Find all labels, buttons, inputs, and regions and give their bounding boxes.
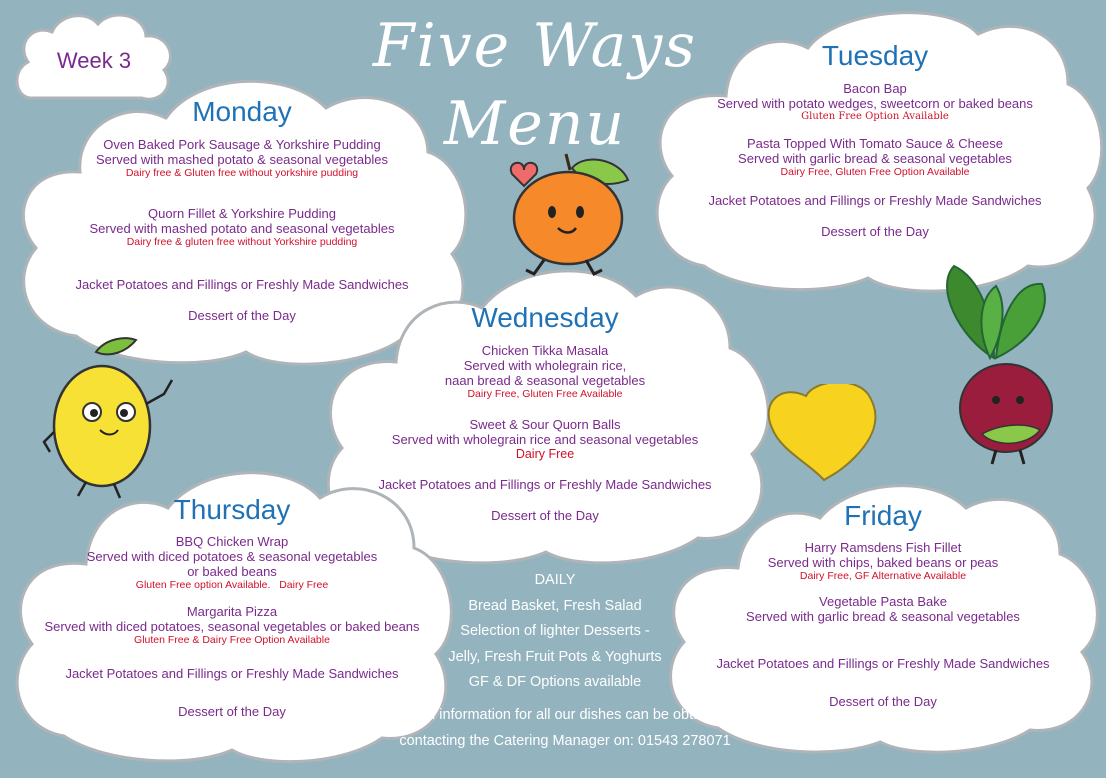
beetroot-character-icon [930,258,1060,468]
allergen-line-1: Allergen information for all our dishes can be obtained by [382,707,748,723]
tuesday-dish1-served: Served with potato wedges, sweetcorn or baked beans [717,96,1033,111]
lemon-character-icon [40,336,180,502]
monday-jacket: Jacket Potatoes and Fillings or Freshly Made Sandwiches [75,277,409,292]
daily-line-1: Bread Basket, Fresh Salad [468,597,642,614]
tuesday-dish1-allergen: Gluten Free Option Available [801,111,949,122]
daily-line-4: GF & DF Options available [468,674,642,690]
daily-panel [420,568,690,696]
thursday-dish1-allergen: Gluten Free option Available. Dairy Free [135,579,329,591]
wednesday-dish1-served-2: naan bread & seasonal vegetables [444,373,646,388]
wednesday-dish1-allergen: Dairy Free, Gluten Free Available [467,388,623,400]
thursday-jacket: Jacket Potatoes and Fillings or Freshly Made Sandwiches [65,666,399,681]
wednesday-heading: Wednesday [471,302,619,333]
daily-line-3: Jelly, Fresh Fruit Pots & Yoghurts [448,648,662,665]
orange-character-icon [494,150,634,280]
thursday-dish1-served-2: or baked beans [187,564,277,579]
monday-dessert: Dessert of the Day [188,308,296,323]
title-line-1: Five Ways [372,11,698,81]
thursday-heading: Thursday [173,494,291,525]
wednesday-dish2-name: Sweet & Sour Quorn Balls [469,417,621,432]
thursday-dish2-name: Margarita Pizza [186,604,278,619]
monday-heading: Monday [192,96,292,127]
wednesday-dish1-name: Chicken Tikka Masala [481,343,609,358]
friday-dish1-allergen: Dairy Free, GF Alternative Available [799,570,967,582]
monday-dish1-served: Served with mashed potato & seasonal vegetables [96,152,388,167]
friday-jacket: Jacket Potatoes and Fillings or Freshly Made Sandwiches [716,656,1050,671]
daily-heading: DAILY [534,572,576,588]
tuesday-dessert: Dessert of the Day [821,224,929,239]
friday-dish1-served: Served with chips, baked beans or peas [767,555,999,570]
wednesday-dish2-allergen: Dairy Free [515,447,575,461]
title-line-2: Menu [443,89,627,159]
allergen-info [360,702,770,754]
friday-dish2-name: Vegetable Pasta Bake [819,594,947,609]
tuesday-dish2-allergen: Dairy Free, Gluten Free Option Available [780,166,970,178]
tuesday-heading: Tuesday [821,40,929,71]
tuesday-jacket: Jacket Potatoes and Fillings or Freshly Made Sandwiches [708,193,1042,208]
wednesday-dish2-served: Served with wholegrain rice and seasonal vegetables [391,432,699,447]
allergen-line-2: contacting the Catering Manager on: 01543 278071 [399,733,731,749]
week-label: Week 3 [56,48,132,73]
friday-dish1-name: Harry Ramsdens Fish Fillet [804,540,962,555]
monday-dish2-name: Quorn Fillet & Yorkshire Pudding [148,206,336,221]
tuesday-cloud [648,4,1102,294]
monday-dish1-name: Oven Baked Pork Sausage & Yorkshire Pudding [103,137,381,152]
yellow-heart-icon [760,384,890,484]
thursday-dessert: Dessert of the Day [178,704,286,719]
friday-dessert: Dessert of the Day [829,694,937,709]
wednesday-dish1-served-1: Served with wholegrain rice, [463,358,627,373]
monday-dish1-allergen: Dairy free & Gluten free without yorkshire pudding [125,167,359,179]
monday-dish2-allergen: Dairy free & gluten free without Yorkshire pudding [126,236,358,248]
thursday-dish1-served-1: Served with diced potatoes & seasonal vegetables [86,549,378,564]
tuesday-dish2-served: Served with garlic bread & seasonal vegetables [738,151,1012,166]
tuesday-dish1-name: Bacon Bap [843,81,907,96]
thursday-dish2-allergen: Gluten Free & Dairy Free Option Available [134,634,330,646]
wednesday-jacket: Jacket Potatoes and Fillings or Freshly Made Sandwiches [378,477,712,492]
monday-dish2-served: Served with mashed potato and seasonal vegetables [89,221,395,236]
friday-heading: Friday [844,500,922,531]
wednesday-dessert: Dessert of the Day [491,508,599,523]
daily-line-2: Selection of lighter Desserts - [460,623,650,639]
tuesday-dish2-name: Pasta Topped With Tomato Sauce & Cheese [746,136,1004,151]
thursday-dish1-name: BBQ Chicken Wrap [175,534,289,549]
thursday-dish2-served: Served with diced potatoes, seasonal vegetables or baked beans [44,619,420,634]
friday-dish2-served: Served with garlic bread & seasonal vegetables [746,609,1020,624]
